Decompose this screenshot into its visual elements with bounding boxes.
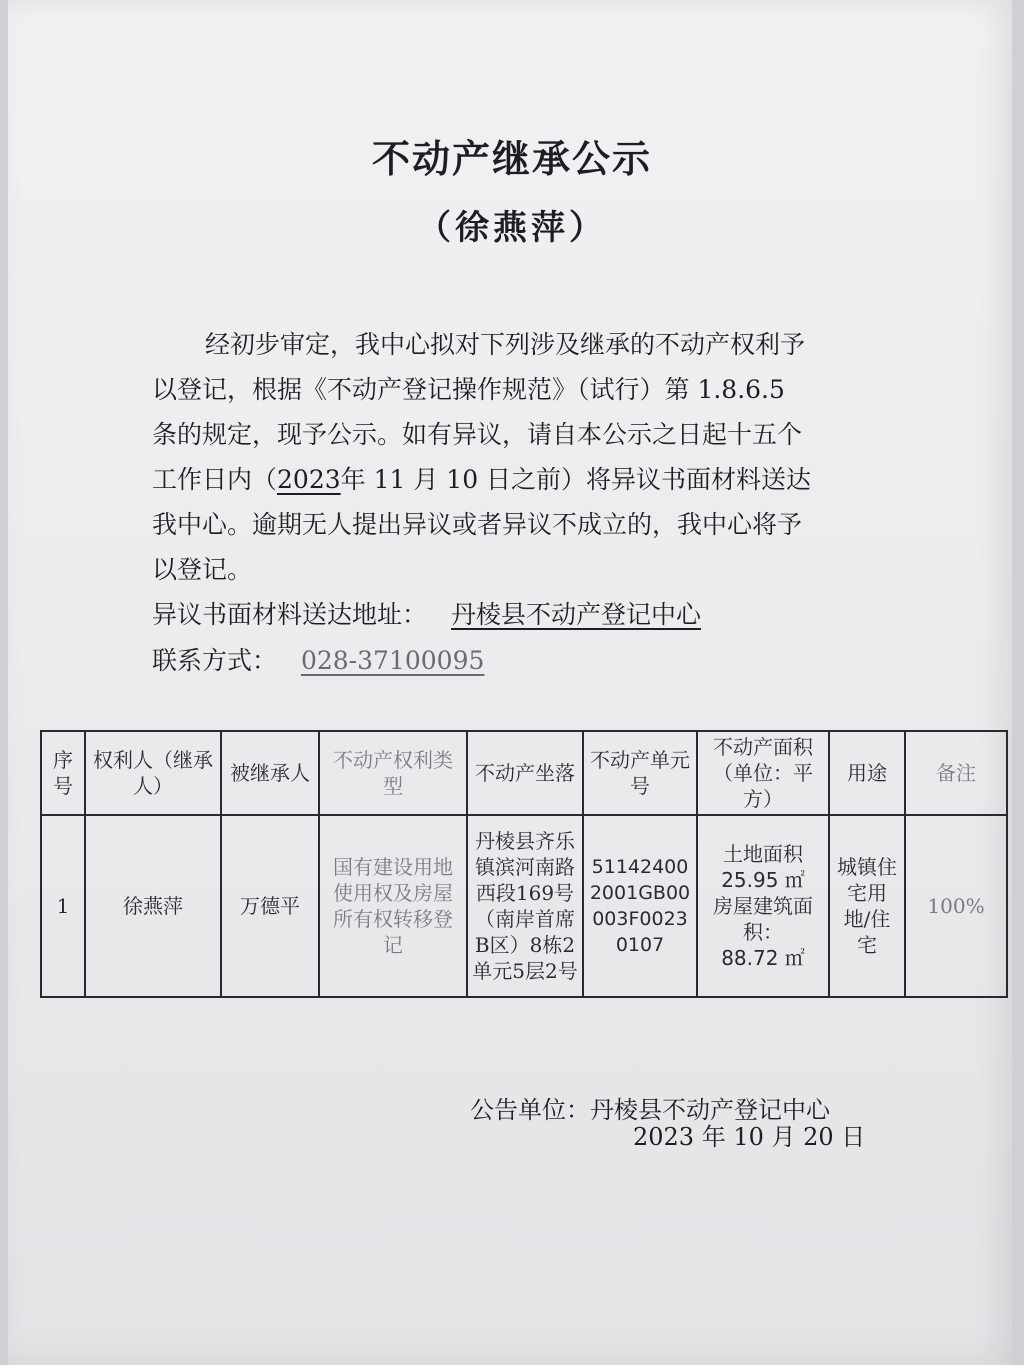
header-location: 不动产坐落 xyxy=(467,731,583,815)
address-label: 异议书面材料送达地址： xyxy=(152,600,428,629)
contact-row xyxy=(152,646,484,676)
paragraph-line-3: 条的规定，现予公示。如有异议，请自本公示之日起十五个 xyxy=(152,420,803,449)
cell-unit-no: 511424002001GB00003F00230107 xyxy=(583,815,697,997)
header-decedent: 被继承人 xyxy=(221,731,319,815)
cell-usage: 城镇住宅用地/住宅 xyxy=(829,815,905,997)
table-row xyxy=(41,815,1007,997)
land-area-label: 土地面积 xyxy=(723,842,803,866)
header-usage: 用途 xyxy=(829,731,905,815)
contact-value: 028-37100095 xyxy=(300,646,485,675)
address-value: 丹棱县不动产登记中心 xyxy=(450,600,701,629)
notice-subtitle: （徐燕萍） xyxy=(417,208,607,248)
issuer-signature: 公告单位：丹棱县不动产登记中心 xyxy=(470,1096,830,1124)
paragraph-line-4-start: 工作日内（ xyxy=(152,465,278,494)
paragraph-line-5: 我中心。逾期无人提出异议或者异议不成立的，我中心将予 xyxy=(152,510,803,539)
building-area-value: 88.72 ㎡ xyxy=(721,946,805,970)
cell-decedent: 万德平 xyxy=(221,815,319,997)
header-unit-no: 不动产单元号 xyxy=(583,731,697,815)
cell-heir: 徐燕萍 xyxy=(85,815,221,997)
notice-title: 不动产继承公示 xyxy=(371,137,652,181)
paragraph-line-2: 以登记，根据《不动产登记操作规范》（试行）第 1.8.6.5 xyxy=(152,375,785,404)
paragraph-line-1: 经初步审定，我中心拟对下列涉及继承的不动产权利予 xyxy=(205,330,806,359)
cell-location: 丹棱县齐乐镇滨河南路西段169号（南岸首席B区）8栋2单元5层2号 xyxy=(467,815,583,997)
cell-right-type: 国有建设用地使用权及房屋所有权转移登记 xyxy=(319,815,467,997)
contact-label: 联系方式： xyxy=(152,646,278,675)
header-right-type: 不动产权利类型 xyxy=(319,731,467,815)
cell-remark: 100% xyxy=(905,815,1007,997)
header-heir: 权利人（继承人） xyxy=(85,731,221,815)
land-area-value: 25.95 ㎡ xyxy=(721,868,805,892)
registration-table xyxy=(40,730,1008,998)
building-area-label: 房屋建筑面积： xyxy=(713,894,813,944)
paragraph-line-4-end: 年 11 月 10 日之前）将异议书面材料送达 xyxy=(340,465,812,494)
address-row xyxy=(152,600,701,630)
issue-date: 2023 年 10 月 20 日 xyxy=(633,1123,866,1151)
header-remark: 备注 xyxy=(905,731,1007,815)
paragraph-line-6: 以登记。 xyxy=(152,555,253,584)
deadline-year: 2023 xyxy=(277,465,341,494)
header-area: 不动产面积（单位：平方） xyxy=(697,731,829,815)
cell-area xyxy=(697,815,829,997)
cell-index: 1 xyxy=(41,815,85,997)
table-header-row xyxy=(41,731,1007,815)
header-index: 序号 xyxy=(41,731,85,815)
paragraph-line-4 xyxy=(152,465,811,495)
